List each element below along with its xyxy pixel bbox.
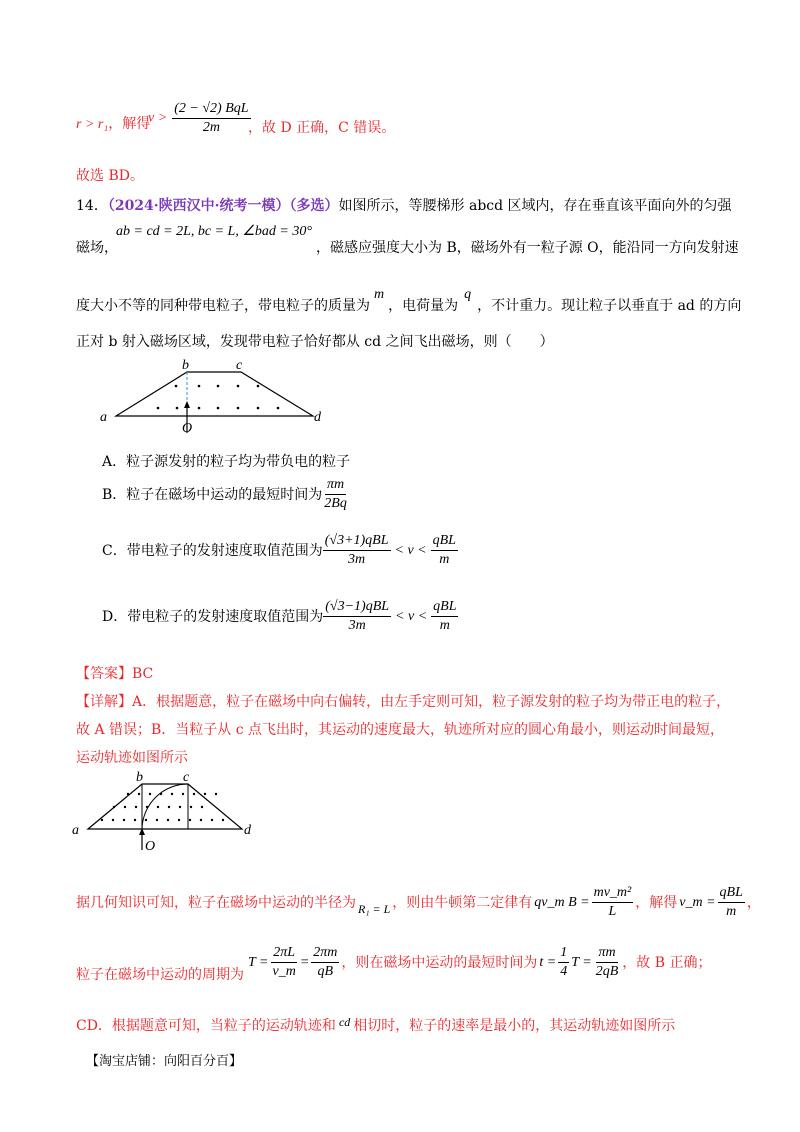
field-dot xyxy=(135,806,137,808)
field-dot xyxy=(171,793,173,795)
trapezoid-outline xyxy=(116,372,313,416)
geo-text-c: ，解得 xyxy=(635,894,678,911)
geo-radius: R₁ = L xyxy=(358,901,391,916)
question-number: 14． xyxy=(76,198,108,214)
option-d-fraction-2 xyxy=(431,598,458,635)
geo-v-den: m xyxy=(726,904,737,919)
period-den2: qB xyxy=(317,964,334,979)
field-dot xyxy=(157,806,159,808)
field-dot xyxy=(222,819,224,821)
question-14-line3 xyxy=(76,287,742,317)
field-dot xyxy=(167,819,169,821)
top-solve-label: ，解得 xyxy=(108,116,151,132)
period-quarter-num: 1 xyxy=(558,944,569,963)
geo-text-a: 据几何知识可知，粒子在磁场中运动的半径为 xyxy=(76,894,356,911)
field-dot xyxy=(112,819,114,821)
select-bd: 故选 BD。 xyxy=(76,168,144,184)
question-mass-symbol: m xyxy=(374,287,385,302)
field-dot xyxy=(160,793,162,795)
period-fraction-1 xyxy=(270,944,297,981)
trapezoid-outline-2 xyxy=(88,784,242,829)
field-dot xyxy=(182,793,184,795)
period-text-a: 粒子在磁场中运动的周期为 xyxy=(76,966,244,983)
field-dot xyxy=(134,819,136,821)
top-lead-math: r > r₁ xyxy=(76,117,109,132)
field-dot xyxy=(138,793,140,795)
label-c-2: c xyxy=(183,770,190,785)
top-ineq-symbol: v > xyxy=(148,110,168,126)
top-conclusion: ，故 D 正确，C 错误。 xyxy=(248,120,396,136)
trapezoid-figure-1 xyxy=(98,355,328,435)
detail-geometry-line xyxy=(76,884,761,921)
period-den1: v_m xyxy=(272,964,296,979)
trajectory-figure-2 xyxy=(72,770,262,854)
magnetic-field-dots-2 xyxy=(101,793,224,821)
geo-eq-fraction xyxy=(592,884,634,921)
cd-math: cd xyxy=(338,1015,351,1029)
option-d xyxy=(102,598,458,635)
field-dot xyxy=(123,819,125,821)
geo-end: ， xyxy=(746,894,761,911)
option-b-fraction xyxy=(322,476,349,513)
option-b xyxy=(102,476,349,513)
label-b: b xyxy=(182,358,189,373)
top-fraction-denominator: 2m xyxy=(202,120,220,135)
field-dot xyxy=(204,793,206,795)
option-c-fraction-1 xyxy=(323,532,391,569)
option-d-num2: qBL xyxy=(431,598,458,617)
period-equals: = xyxy=(299,954,310,970)
field-dot xyxy=(190,806,192,808)
label-a: a xyxy=(100,410,107,425)
period-T2: T = xyxy=(571,954,592,970)
period-num2: 2πm xyxy=(311,944,339,963)
geo-text-b: ，则由牛顿第二定律有 xyxy=(392,894,533,911)
top-inequality xyxy=(148,100,251,137)
label-b-2: b xyxy=(136,770,143,785)
detail-line3: 运动轨迹如图所示 xyxy=(76,750,188,766)
option-d-den1: 3m xyxy=(348,618,366,633)
question-14-line2b: ，磁感应强度大小为 B，磁场外有一粒子源 O，能沿同一方向发射速 xyxy=(316,240,739,256)
option-c-den1: 3m xyxy=(348,552,366,567)
field-dot xyxy=(124,806,126,808)
magnetic-field-dots xyxy=(157,385,280,410)
option-c-inequality: < v < xyxy=(394,542,427,558)
field-dot xyxy=(211,819,213,821)
top-fraction-numerator: (2 − √2) BqL xyxy=(172,100,250,119)
field-dot xyxy=(145,819,147,821)
question-tag: （多选） xyxy=(289,198,339,214)
field-dot xyxy=(168,806,170,808)
detail-line2: 故 A 错误；B．当粒子从 c 点飞出时，其运动的速度最大，轨迹所对应的圆心角最小，则运动时间最短， xyxy=(76,722,725,738)
question-source: （2024·陕西汉中·统考一模） xyxy=(107,198,290,214)
option-d-fraction-1 xyxy=(323,598,391,635)
option-b-den: 2Bq xyxy=(324,496,347,511)
period-T: T = xyxy=(248,954,269,970)
option-d-den2: m xyxy=(439,618,450,633)
geo-v-fraction xyxy=(718,884,745,921)
detail-line1: 【详解】A．根据题意，粒子在磁场中向右偏转，由左手定则可知，粒子源发射的粒子均为带正电的粒子， xyxy=(76,694,731,710)
period-fraction-3 xyxy=(594,944,621,981)
question-14-line1 xyxy=(76,196,732,216)
option-c-text: C．带电粒子的发射速度取值范围为 xyxy=(102,542,323,559)
period-den3: 2qB xyxy=(595,964,619,979)
field-dot xyxy=(193,793,195,795)
question-14-line4: 正对 b 射入磁场区域，发现带电粒子恰好都从 cd 之间飞出磁场，则（ ） xyxy=(76,334,554,350)
question-14-math-given: ab = cd = 2L, bc = L, ∠bad = 30° xyxy=(116,224,312,239)
question-stem-1: 如图所示，等腰梯形 abcd 区域内，存在垂直该平面向外的匀强 xyxy=(338,198,732,214)
period-quarter xyxy=(558,944,569,981)
field-dot xyxy=(127,793,129,795)
option-b-num: πm xyxy=(325,476,346,495)
period-text-b: ，则在磁场中运动的最短时间为 xyxy=(341,954,538,971)
option-c xyxy=(102,532,458,569)
answer-line: 【答案】BC xyxy=(76,666,154,682)
period-quarter-den: 4 xyxy=(560,964,568,979)
detail-cd-line xyxy=(76,1016,675,1036)
label-a-2: a xyxy=(72,823,79,838)
option-c-fraction-2 xyxy=(431,532,458,569)
footer-shop: 【淘宝店铺：向阳百分百】 xyxy=(86,1054,243,1069)
field-dot xyxy=(200,819,202,821)
geo-eq-den: L xyxy=(608,904,617,919)
option-c-num2: qBL xyxy=(431,532,458,551)
field-dot xyxy=(215,793,217,795)
period-text-c: ，故 B 正确； xyxy=(622,954,712,971)
field-dot xyxy=(149,793,151,795)
option-c-num1: (√3+1)qBL xyxy=(323,532,391,551)
question-charge-symbol: q xyxy=(464,287,472,302)
period-num3: πm xyxy=(596,944,617,963)
question-14-line2a: 磁场， xyxy=(76,240,118,256)
field-dot xyxy=(146,806,148,808)
geo-eq-left: qv_m B = xyxy=(534,894,590,910)
question-stem-3a: 度大小不等的同种带电粒子，带电粒子的质量为 xyxy=(76,298,370,314)
trajectory-arc xyxy=(142,784,188,829)
question-stem-3b: ，电荷量为 xyxy=(388,298,459,314)
top-fraction xyxy=(172,100,250,137)
label-o: O xyxy=(182,421,193,435)
option-c-den2: m xyxy=(439,552,450,567)
label-o-2: O xyxy=(145,839,156,854)
period-t: t = xyxy=(539,954,557,970)
field-dot xyxy=(179,806,181,808)
option-d-text: D．带电粒子的发射速度取值范围为 xyxy=(102,608,324,625)
detail-period-line xyxy=(76,944,711,981)
field-dot xyxy=(156,819,158,821)
cd-text-b: 相切时，粒子的速率是最小的，其运动轨迹如图所示 xyxy=(353,1018,676,1034)
particle-arrow-head xyxy=(184,401,190,408)
label-d-2: d xyxy=(244,823,251,838)
question-stem-3c: ，不计重力。现让粒子以垂直于 ad 的方向 xyxy=(477,298,742,314)
label-c: c xyxy=(236,358,243,373)
field-dot xyxy=(189,819,191,821)
period-fraction-2 xyxy=(311,944,339,981)
geo-v-num: qBL xyxy=(718,884,745,903)
option-a: A．粒子源发射的粒子均为带负电的粒子 xyxy=(102,454,351,470)
geo-eq-num: mv_m² xyxy=(592,884,634,903)
field-dot xyxy=(101,819,103,821)
cd-text-a: CD．根据题意可知，当粒子的运动轨迹和 xyxy=(76,1018,336,1034)
field-dot xyxy=(113,806,115,808)
option-d-num1: (√3−1)qBL xyxy=(323,598,391,617)
geo-v-left: v_m = xyxy=(679,894,716,910)
option-d-inequality: < v < xyxy=(395,608,428,624)
label-d: d xyxy=(314,410,321,425)
field-dot xyxy=(201,806,203,808)
field-dot xyxy=(178,819,180,821)
top-solution-line xyxy=(76,114,150,135)
option-b-text: B．粒子在磁场中运动的最短时间为 xyxy=(102,486,323,503)
period-num1: 2πL xyxy=(271,944,297,963)
